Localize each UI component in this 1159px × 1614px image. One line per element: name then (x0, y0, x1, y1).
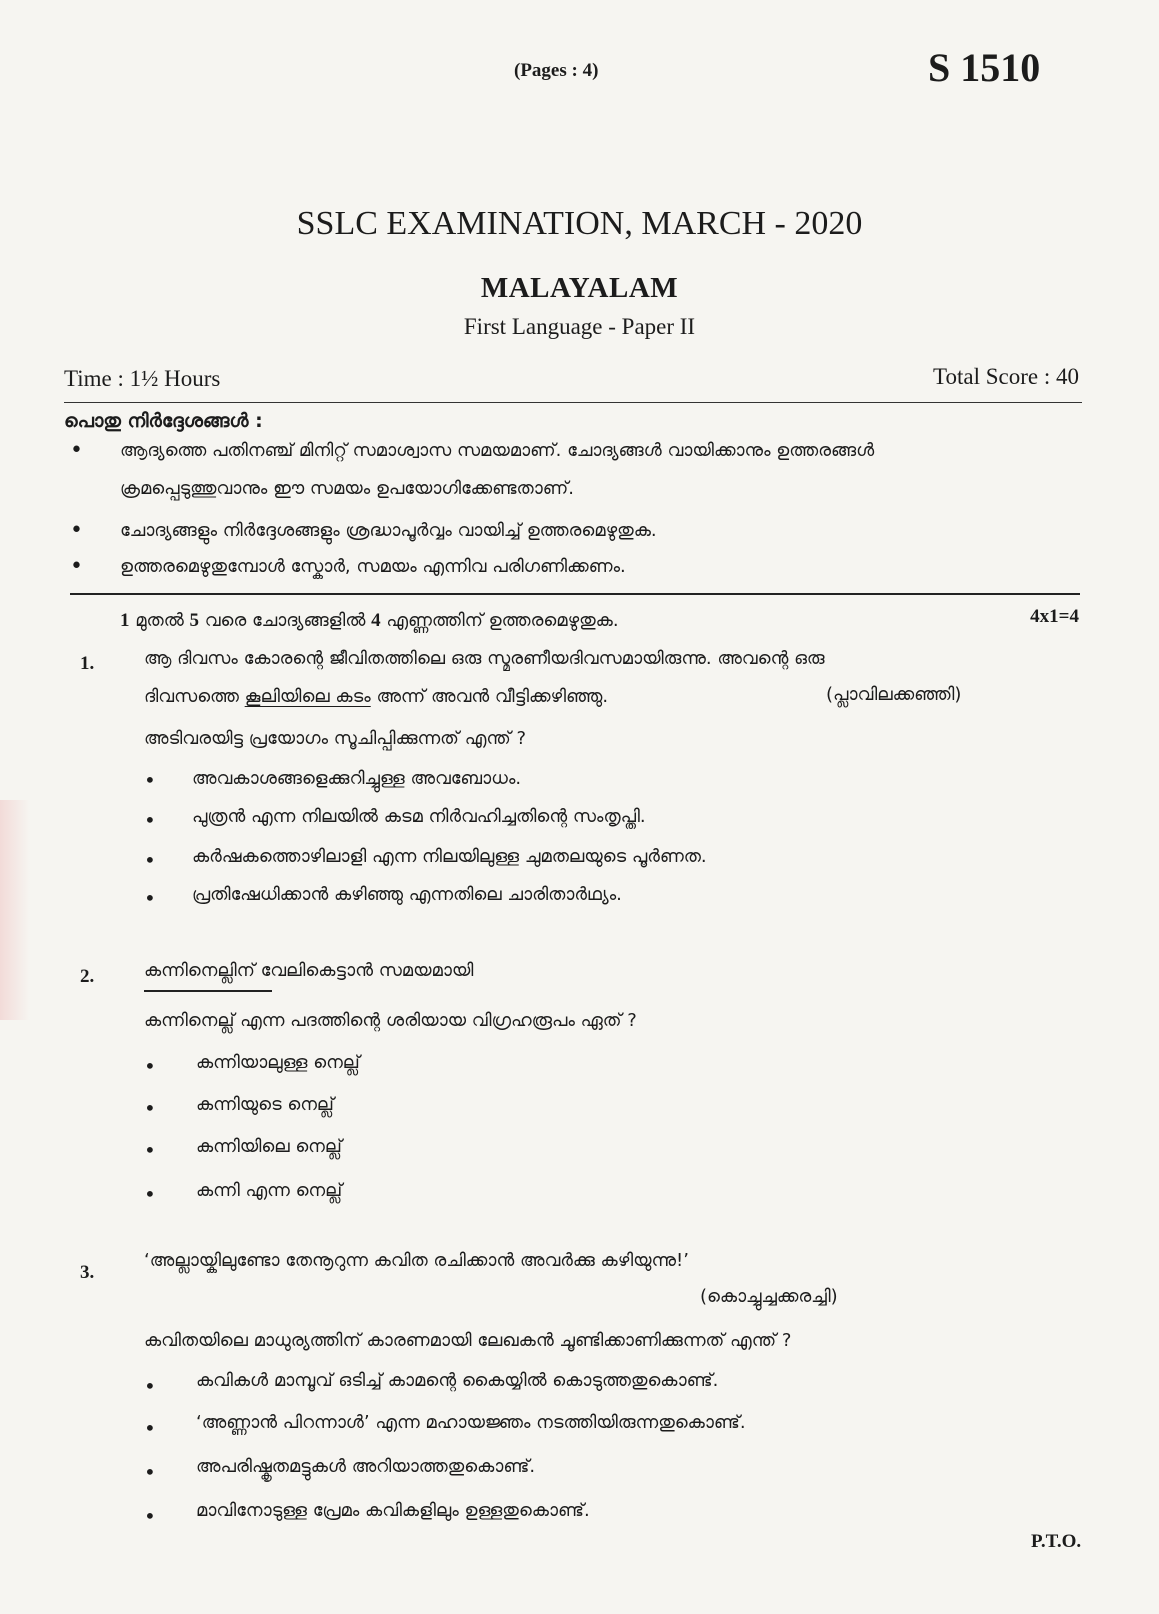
section-to: 5 (189, 610, 199, 631)
question-number: 1. (80, 653, 95, 674)
question-text-pre: ദിവസത്തെ (144, 686, 245, 707)
option: പ്രതിഷേധിക്കാൻ കഴിഞ്ഞു എന്നതിലെ ചാരിതാർഥ്യം. (192, 884, 622, 905)
section-count: 4 (371, 610, 381, 631)
option: ‘അണ്ണാൻ പിറന്നാൾ’ എന്ന മഹായജ്ഞം നടത്തിയിരുന്നതുകൊണ്ട്. (196, 1412, 746, 1433)
section-instruction (120, 610, 619, 632)
option-bullet: • (144, 808, 156, 832)
paper-stain (0, 800, 30, 1020)
please-turn-over: P.T.O. (1031, 1531, 1082, 1552)
question-source: (പ്ലാവിലക്കഞ്ഞി) (826, 684, 962, 705)
option-bullet: • (144, 886, 156, 910)
page-count: (Pages : 4) (514, 60, 599, 81)
option: കന്നിയിലെ നെല്ല് (196, 1136, 342, 1157)
option: അപരിഷ്കൃതമട്ടുകൾ അറിയാത്തതുകൊണ്ട്. (196, 1456, 536, 1477)
instruction-item: ചോദ്യങ്ങളും നിർദ്ദേശങ്ങളും ശ്രദ്ധാപൂർവ്വം വായിച്ച് ഉത്തരമെഴുതുക. (120, 520, 657, 541)
option-bullet: • (144, 768, 156, 792)
option: കന്നി എന്ന നെല്ല് (196, 1180, 343, 1201)
instruction-bullet: • (70, 518, 83, 543)
paper-name: First Language - Paper II (463, 314, 696, 339)
section-from: 1 (120, 610, 130, 631)
option-bullet: • (144, 1096, 156, 1120)
option: കന്നിയാലുള്ള നെല്ല് (196, 1052, 360, 1073)
option-bullet: • (144, 1138, 156, 1162)
instructions-divider (70, 593, 1080, 595)
option-bullet: • (144, 848, 156, 872)
question-text: ‘അല്ലായ്കിലുണ്ടോ തേനൂറുന്ന കവിത രചിക്കാൻ അവർക്കു കഴിയുന്നു!’ (144, 1250, 689, 1271)
option: അവകാശങ്ങളെക്കുറിച്ചുള്ള അവബോധം. (192, 768, 522, 789)
option: പുത്രൻ എന്ന നിലയിൽ കടമ നിർവഹിച്ചതിന്റെ സംതൃപ്തി. (192, 806, 646, 827)
option: കവികൾ മാമ്പൂവ് ഒടിച്ച് കാമന്റെ കൈയ്യിൽ കൊടുത്തതുകൊണ്ട്. (196, 1370, 719, 1391)
question-text (144, 960, 473, 981)
option-bullet: • (144, 1374, 156, 1398)
question-text-post: അന്ന് അവൻ വീട്ടിക്കഴിഞ്ഞു. (370, 686, 609, 707)
question-text: ആ ദിവസം കോരന്റെ ജീവിതത്തിലെ ഒരു സ്മരണീയദിവസമായിരുന്നു. അവന്റെ ഒരു (144, 648, 825, 669)
instruction-bullet: • (70, 438, 83, 463)
option: കന്നിയുടെ നെല്ല് (196, 1094, 334, 1115)
header-divider (64, 402, 1082, 403)
option: കർഷകത്തൊഴിലാളി എന്ന നിലയിലുള്ള ചുമതലയുടെ പൂർണത. (192, 846, 707, 867)
time-allowed: Time : 1½ Hours (64, 366, 221, 391)
option: മാവിനോടുള്ള പ്രേമം കവികളിലും ഉള്ളതുകൊണ്ട്. (196, 1500, 590, 1521)
underlined-phrase: കന്നിനെല്ലിന് (144, 960, 255, 981)
question-source: (കൊച്ചുച്ചക്കരച്ചി) (700, 1286, 838, 1307)
underline-mark (144, 990, 272, 992)
subject-title: MALAYALAM (480, 272, 679, 304)
exam-title: SSLC EXAMINATION, MARCH - 2020 (296, 205, 863, 242)
section-marks: 4x1=4 (1030, 606, 1079, 627)
question-text-post: വേലികെട്ടാൻ സമയമായി (254, 960, 474, 981)
instruction-item: ഉത്തരമെഴുതുമ്പോൾ സ്കോർ, സമയം എന്നിവ പരിഗണിക്കണം. (120, 556, 626, 577)
option-bullet: • (144, 1460, 156, 1484)
question-prompt: കവിതയിലെ മാധുര്യത്തിന് കാരണമായി ലേഖകൻ ചൂണ്ടിക്കാണിക്കുന്നത് എന്ത് ? (144, 1330, 792, 1351)
question-prompt: അടിവരയിട്ട പ്രയോഗം സൂചിപ്പിക്കുന്നത് എന്ത് ? (144, 728, 527, 749)
instructions-heading: പൊതു നിർദ്ദേശങ്ങൾ : (64, 410, 263, 432)
instruction-item: ക്രമപ്പെടുത്തുവാനും ഈ സമയം ഉപയോഗിക്കേണ്ടതാണ്. (120, 478, 574, 499)
question-text (144, 686, 608, 707)
question-number: 3. (80, 1262, 95, 1283)
option-bullet: • (144, 1504, 156, 1528)
paper-code: S 1510 (928, 45, 1041, 90)
total-score: Total Score : 40 (933, 364, 1079, 389)
question-number: 2. (80, 966, 95, 987)
option-bullet: • (144, 1182, 156, 1206)
option-bullet: • (144, 1416, 156, 1440)
instruction-bullet: • (70, 554, 83, 579)
question-prompt: കന്നിനെല്ല് എന്ന പദത്തിന്റെ ശരിയായ വിഗ്രഹരൂപം ഏത് ? (144, 1010, 637, 1031)
section-text-b: വരെ ചോദ്യങ്ങളിൽ (198, 610, 372, 631)
instruction-item: ആദ്യത്തെ പതിനഞ്ച് മിനിറ്റ് സമാശ്വാസ സമയമാണ്. ചോദ്യങ്ങൾ വായിക്കാനും ഉത്തരങ്ങൾ (120, 440, 875, 461)
underlined-phrase: കൂലിയിലെ കടം (244, 686, 371, 707)
section-text-c: എണ്ണത്തിന് ഉത്തരമെഴുതുക. (380, 610, 619, 631)
section-text-a: മുതൽ (129, 610, 190, 631)
option-bullet: • (144, 1054, 156, 1078)
